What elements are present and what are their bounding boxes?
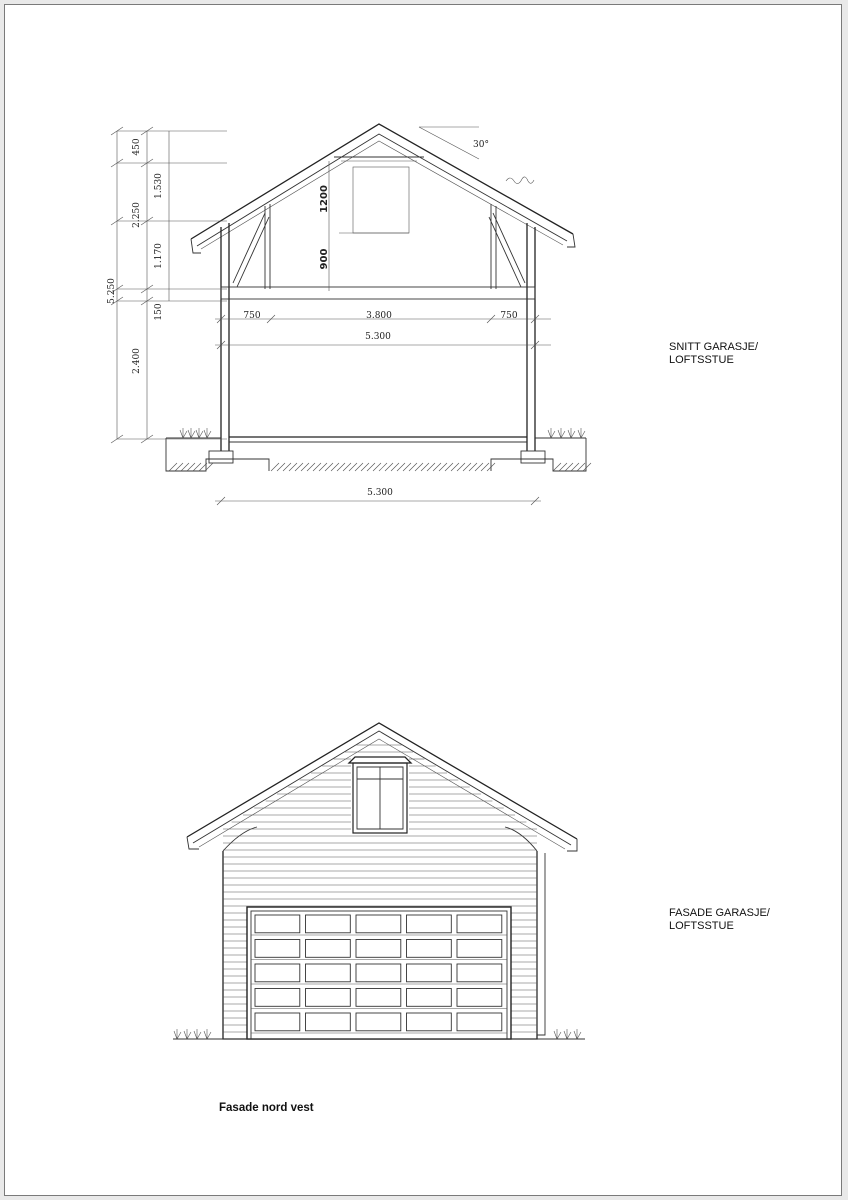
dim-1530: 1.530 — [154, 173, 164, 199]
roof-inner — [197, 134, 567, 246]
roof-outer — [191, 124, 573, 239]
dim-1200: 1200 — [319, 185, 330, 213]
section-drawing — [107, 124, 591, 505]
grass-tuft — [204, 428, 211, 438]
dim-ticks-horizontal — [217, 315, 539, 505]
grass-tuft — [554, 1029, 561, 1039]
section-caption-line1: SNITT GARASJE/ — [669, 341, 759, 353]
dim-450: 450 — [132, 138, 142, 156]
grass-tuft — [204, 1029, 211, 1039]
dim-5300-bottom: 5.300 — [367, 488, 393, 498]
facade-caption-line2: LOFTSSTUE — [669, 920, 734, 932]
grass-tuft — [174, 1029, 181, 1039]
facade-title: Fasade nord vest — [219, 1102, 314, 1114]
window-head — [349, 757, 411, 763]
annotation-squiggle — [506, 177, 534, 184]
grass-tuft — [558, 428, 565, 438]
grass-tuft — [574, 1029, 581, 1039]
grass-tuft — [194, 1029, 201, 1039]
foundation-hatching — [169, 463, 591, 471]
grass-tuft — [578, 428, 585, 438]
grass-tuft — [568, 428, 575, 438]
grass-tuft — [188, 428, 195, 438]
dim-5300-inner: 5.300 — [365, 332, 391, 342]
dim-2250: 2.250 — [132, 202, 142, 228]
footing-left — [209, 451, 233, 463]
drawing-canvas — [5, 5, 843, 1197]
eaves — [191, 234, 575, 253]
grass-tuft — [564, 1029, 571, 1039]
dim-750-left: 750 — [243, 311, 261, 321]
dim-5250: 5.250 — [107, 278, 117, 304]
dim-150: 150 — [154, 303, 164, 321]
dim-1170: 1.170 — [154, 243, 164, 269]
facade-caption-line1: FASADE GARASJE/ — [669, 907, 770, 919]
dim-2400: 2.400 — [132, 348, 142, 374]
dim-900: 900 — [319, 248, 330, 270]
drawing-sheet — [4, 4, 842, 1196]
section-window — [353, 167, 409, 233]
facade-drawing — [173, 723, 585, 1039]
grass-tuft — [180, 428, 187, 438]
footing-right — [521, 451, 545, 463]
grass-tuft — [184, 1029, 191, 1039]
dim-3800: 3.800 — [366, 311, 392, 321]
roof-angle: 30° — [473, 140, 489, 150]
section-caption — [669, 341, 758, 367]
garage-door — [247, 907, 511, 1039]
braces — [233, 213, 525, 287]
angle-line — [419, 127, 479, 159]
section-caption-line2: LOFTSSTUE — [669, 354, 734, 366]
downpipe — [537, 851, 545, 1035]
dim-750-right: 750 — [500, 311, 518, 321]
facade-caption — [669, 907, 770, 933]
grass-tuft — [548, 428, 555, 438]
grass-tuft — [196, 428, 203, 438]
floor-beam — [221, 287, 535, 299]
facade-eaves — [187, 837, 577, 851]
